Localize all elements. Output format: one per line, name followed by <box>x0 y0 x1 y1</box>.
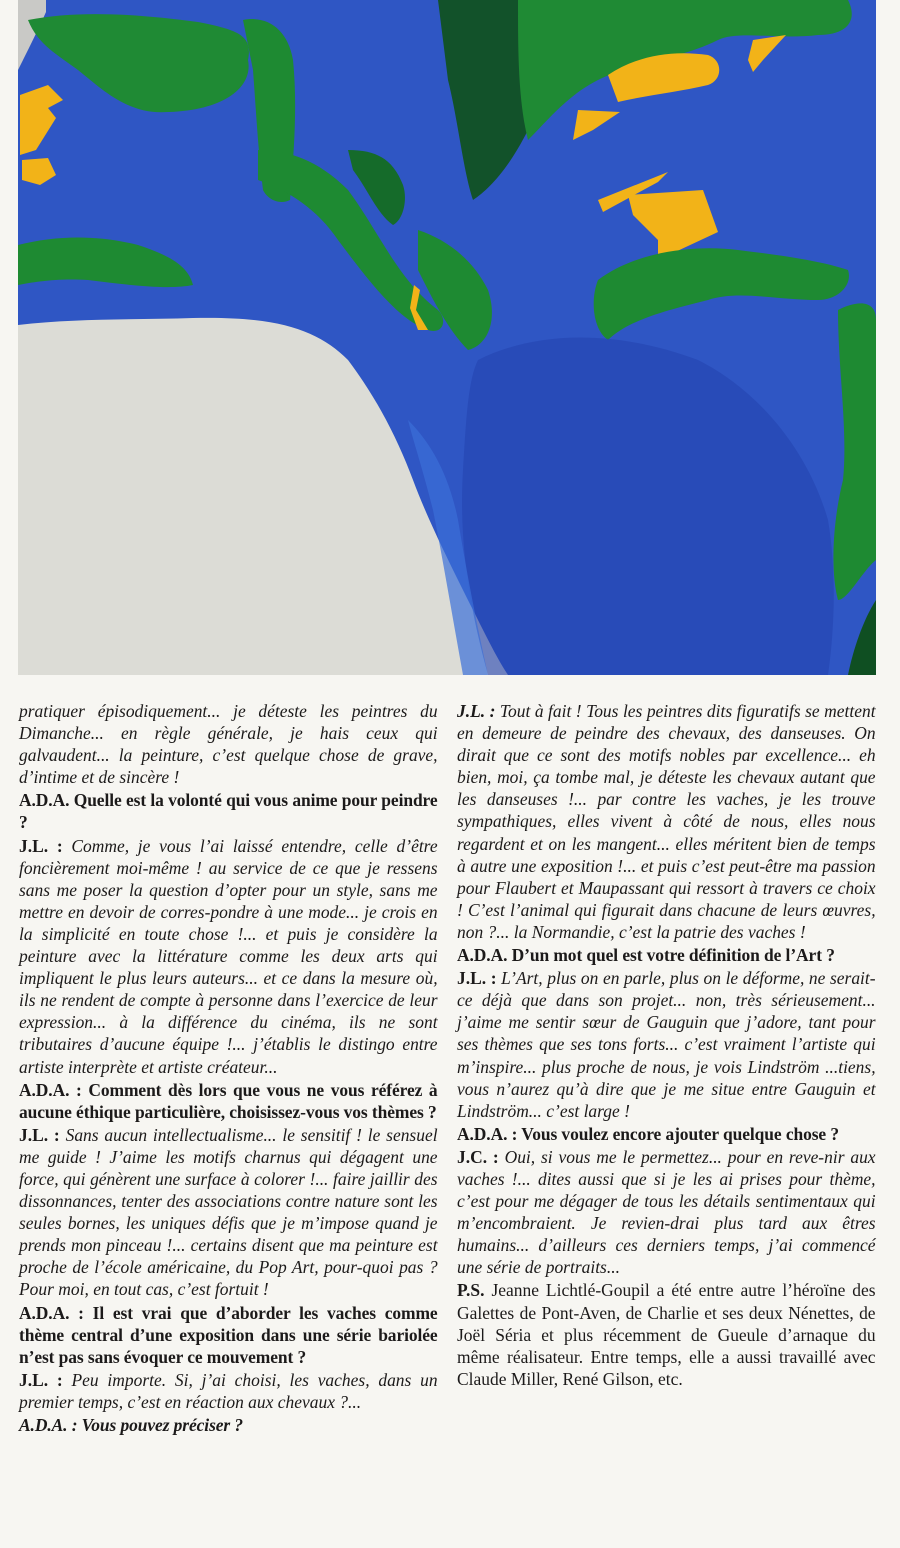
answer-speaker: J.L. : <box>19 835 63 856</box>
question-text: Vous voulez encore ajouter quelque chose ? <box>521 1123 839 1144</box>
question-speaker: A.D.A. : <box>19 1302 84 1323</box>
question-paragraph <box>19 1302 438 1368</box>
question-text: Vous pouvez préciser ? <box>81 1415 244 1435</box>
question-speaker: A.D.A. : <box>19 1079 82 1100</box>
answer-text: L’Art, plus on en parle, plus on le déforme, ne serait-ce déjà que dans son projet... non, très sérieusement... j’aime me sentir sœur de Gauguin que j’adore, tant pour ses thèmes que ses tons forts... c’est vraiment l’artiste qui m’inspire... plus proche de nous, je vois Lindström ...tiens, vous n’aurez qu’à dire que je me situe entre Gauguin et Lindström... c’est large ! <box>457 968 876 1121</box>
left-text-column <box>19 700 438 1436</box>
answer-paragraph <box>457 700 876 943</box>
answer-speaker: J.C. : <box>457 1146 499 1167</box>
question-paragraph <box>457 1123 876 1145</box>
postscript-paragraph <box>457 1279 876 1389</box>
question-speaker: A.D.A. : <box>457 1123 518 1144</box>
answer-text: Oui, si vous me le permettez... pour en reve-nir aux vaches !... dites aussi que si je les ai prises pour thème, c’est pour me dégager de tous les détails sentimentaux qui m’encombraient. Je revien-drai plus tard aux êtres humains... d’ailleurs ces derniers temps, j’ai commencé une série de portraits... <box>457 1146 876 1278</box>
question-speaker: A.D.A. <box>457 945 508 966</box>
question-paragraph <box>457 944 876 966</box>
postscript-text: Jeanne Lichtlé-Goupil a été entre autre l’héroïne des Galettes de Pont-Aven, de Charlie et ses deux Nénettes, de Joël Séria et plus récemment de Gueule d’arnaque du même réalisateur. Entre temps, elle a aussi travaillé avec Claude Miller, René Gilson, etc. <box>457 1280 876 1389</box>
answer-speaker: J.L. : <box>19 1369 63 1390</box>
painting-canvas <box>18 0 876 675</box>
answer-paragraph-continuation <box>19 700 438 788</box>
question-text: Comment dès lors que vous ne vous référez à aucune éthique particulière, choisissez-vous vos thèmes ? <box>19 1079 438 1122</box>
answer-paragraph <box>19 1369 438 1413</box>
answer-speaker: J.L. : <box>19 1124 60 1145</box>
answer-text: Peu importe. Si, j’ai choisi, les vaches, dans un premier temps, c’est en réaction aux chevaux ?... <box>19 1369 438 1412</box>
answer-paragraph <box>457 967 876 1122</box>
answer-paragraph <box>19 835 438 1078</box>
right-text-column <box>457 700 876 1390</box>
answer-paragraph <box>457 1146 876 1279</box>
answer-speaker: J.L. : <box>457 701 496 721</box>
answer-text: Tout à fait ! Tous les peintres dits figuratifs se mettent en demeure de peindre des chevaux, des danseuses. On dirait que ce sont des motifs nobles par excellence... eh bien, moi, ça tombe mal, je déteste les chevaux autant que les danseuses !... par contre les vaches, je les trouve sympathiques, elles vivent à côté de nous, elles nous regardent et on les mangent... elles méritent bien de temps à autre une exposition !... et puis c’est peut-être ma passion pour Flaubert et Maupassant qui ressort à travers ce choix ! C’est l’animal qui figurait dans chacune de leurs œuvres, non ?... la Normandie, c’est la patrie des vaches ! <box>457 701 876 942</box>
cow-painting-illustration <box>18 0 876 675</box>
answer-text: Comme, je vous l’ai laissé entendre, celle d’être foncièrement moi-même ! au service de ce que je ressens sans me poser la question d’opter pour un style, sans me mettre en devoir de corres-pondre à une mode... je crois en la simplicité en toute chose !... et puis je considère la peinture avec la littérature comme les deux arts qui impliquent le plus leurs auteurs... et ce dans la mesure où, ils ne rendent de compte à personne dans l’exercice de leur expression... à la différence du cinéma, ils ne sont tributaires d’aucune équipe !... j’établis le distingo entre artiste interprète et artiste créateur... <box>19 835 438 1077</box>
question-text: D’un mot quel est votre définition de l’Art ? <box>511 945 835 966</box>
answer-text: pratiquer épisodiquement... je déteste les peintres du Dimanche... en règle générale, je hais ceux qui galvaudent... la peinture, c’est quelque chose de grave, d’intime et de sincère ! <box>19 701 438 788</box>
postscript-label: P.S. <box>457 1280 485 1301</box>
answer-text: Sans aucun intellectualisme... le sensitif ! le sensuel me guide ! J’aime les motifs charnus qui dégagent une force, qui génèrent une surface à colorer !... faire jaillir des dissonnances, tenter des associations contre nature sont les seules bornes, les uniques défis que je m’impose quand je prends mon pinceau !... certains disent que ma peinture est proche de l’école américaine, du Pop Art, pour-quoi pas ? Pour moi, en tout cas, c’est fortuit ! <box>19 1124 438 1300</box>
question-paragraph <box>19 789 438 833</box>
question-text: Il est vrai que d’aborder les vaches comme thème central d’une exposition dans une série bariolée n’est pas sans évoquer ce mouvement ? <box>19 1302 438 1367</box>
question-text: Quelle est la volonté qui vous anime pour peindre ? <box>19 790 438 833</box>
answer-paragraph <box>19 1124 438 1301</box>
question-paragraph <box>19 1079 438 1123</box>
question-speaker: A.D.A. : <box>19 1415 78 1435</box>
answer-speaker: J.L. : <box>457 968 497 989</box>
question-paragraph <box>19 1414 438 1436</box>
question-speaker: A.D.A. <box>19 790 70 811</box>
